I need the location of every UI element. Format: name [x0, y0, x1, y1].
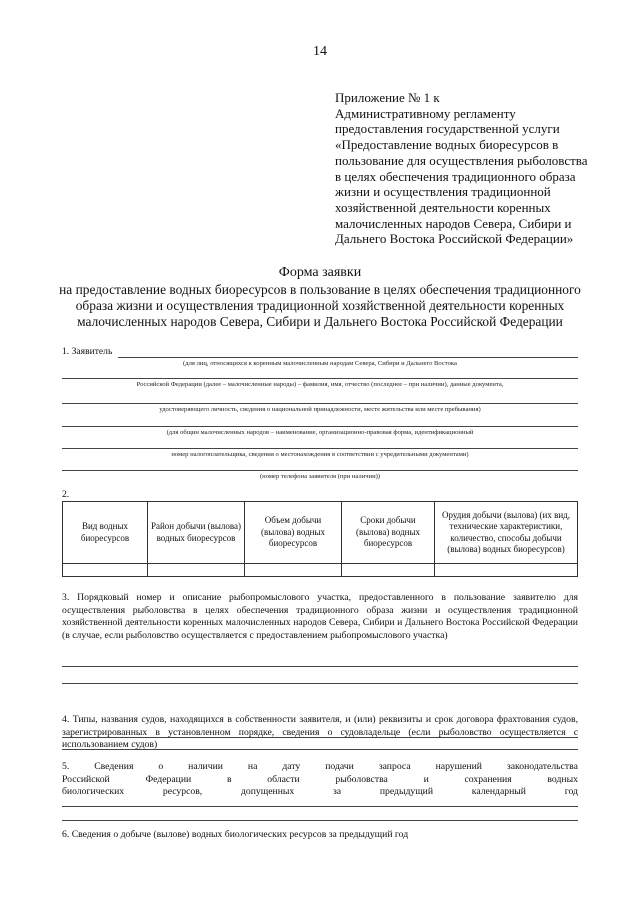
answer-line[interactable]: [62, 806, 578, 807]
field-caption: (для лиц, относящихся к коренным малочисленным народам Севера, Сибири и Дальнего Востока: [183, 360, 457, 367]
applicant-field-line[interactable]: [62, 448, 578, 449]
section3-text: 3. Порядковый номер и описание рыбопромыслового участка, предоставленного в пользование заявителю для осуществления рыболовства в целях обеспечения традиционного образа жизни и осуществления традиционной хозяйственной деятельности коренных малочисленных народов Севера, Сибири и Дальнего Востока Российской Федерации (в случае, если рыболовство осуществляется с предоставлением рыбопромыслового участка): [62, 592, 578, 641]
table-cell[interactable]: [342, 564, 435, 577]
appendix-line: пользование для осуществления рыболовства: [335, 152, 588, 168]
appendix-line: Административному регламенту: [335, 105, 516, 121]
form-title: Форма заявки: [278, 265, 362, 280]
field-caption: (номер телефона заявителя (при наличии)): [259, 473, 380, 480]
resources-table: [62, 501, 578, 577]
answer-line[interactable]: [62, 820, 578, 821]
phone-field-line[interactable]: [62, 470, 578, 471]
field-caption: номер налогоплательщика, сведения о местонахождения в соответствии с учредительными документами): [171, 451, 469, 458]
section4-text: 4. Типы, названия судов, находящихся в собственности заявителя, и (или) реквизиты и срок договора фрахтования судов, зарегистрированных в установленном порядке, сведения о судовладельце (если рыболовство осуществляется с использованием судов): [62, 714, 578, 751]
applicant-field-line[interactable]: [62, 403, 578, 404]
appendix-header: [335, 90, 625, 247]
column-header: Район добычи (вылова) водных биоресурсов: [148, 502, 245, 564]
appendix-line: Приложение № 1 к: [335, 90, 440, 105]
table-cell[interactable]: [63, 564, 148, 577]
field-caption: Российской Федерации (далее – малочисленные народы) – фамилия, имя, отчество (последнее – при наличии), данные документа,: [136, 381, 504, 388]
field-caption: (для общин малочисленных народов – наименование, организационно-правовая форма, идентификационный: [166, 429, 474, 436]
table-row: [63, 564, 578, 577]
appendix-line: предоставления государственной услуги: [335, 121, 560, 137]
column-header: Объем добычи (вылова) водных биоресурсов: [245, 502, 342, 564]
applicant-field-line[interactable]: [118, 357, 578, 358]
section5-line: биологических ресурсов, допущенных за предыдущий календарный год: [62, 786, 578, 798]
appendix-line: в целях обеспечения традиционного образа: [335, 168, 576, 184]
column-header: Вид водных биоресурсов: [63, 502, 148, 564]
answer-line[interactable]: [62, 666, 578, 667]
answer-line[interactable]: [62, 737, 578, 738]
answer-line[interactable]: [62, 749, 578, 750]
section2-label: 2.: [62, 489, 70, 500]
section5-line: 5. Сведения о наличии на дату подачи запроса нарушений законодательства: [62, 761, 578, 772]
table-cell[interactable]: [148, 564, 245, 577]
table-cell[interactable]: [435, 564, 578, 577]
page-number: 14: [313, 44, 327, 59]
appendix-line: хозяйственной деятельности коренных: [335, 199, 551, 215]
applicant-field-line[interactable]: [62, 378, 578, 379]
form-subtitle-line: малочисленных народов Севера, Сибири и Дальнего Востока Российской Федерации: [77, 314, 563, 329]
applicant-field-line[interactable]: [62, 426, 578, 427]
field-caption: удостоверяющего личность, сведения о национальной принадлежности, месте жительства или месте пребывания): [159, 406, 481, 413]
column-header: Сроки добычи (вылова) водных биоресурсов: [342, 502, 435, 564]
section6-text: 6. Сведения о добыче (вылове) водных биологических ресурсов за предыдущий год: [62, 829, 409, 840]
answer-line[interactable]: [62, 683, 578, 684]
appendix-line: «Предоставление водных биоресурсов в: [335, 137, 559, 153]
appendix-line: малочисленных народов Севера, Сибири и: [335, 215, 572, 231]
appendix-line: жизни и осуществления традиционной: [335, 184, 551, 200]
form-subtitle-line: образа жизни и осуществления традиционной хозяйственной деятельности коренных: [75, 298, 565, 313]
appendix-line: Дальнего Востока Российской Федерации»: [335, 231, 574, 247]
form-subtitle: [40, 282, 600, 330]
section1-label: 1. Заявитель: [62, 346, 113, 357]
table-header-row: [63, 502, 578, 564]
section5-line: Российской Федерации в области рыболовства и сохранения водных: [62, 773, 578, 785]
column-header: Орудия добычи (вылова) (их вид, технические характеристики, количество, способы добычи (вылова) водных биоресурсов): [435, 502, 578, 564]
form-subtitle-line: на предоставление водных биоресурсов в пользование в целях обеспечения традиционного: [59, 282, 581, 297]
table-cell[interactable]: [245, 564, 342, 577]
section5-text: [62, 761, 578, 799]
